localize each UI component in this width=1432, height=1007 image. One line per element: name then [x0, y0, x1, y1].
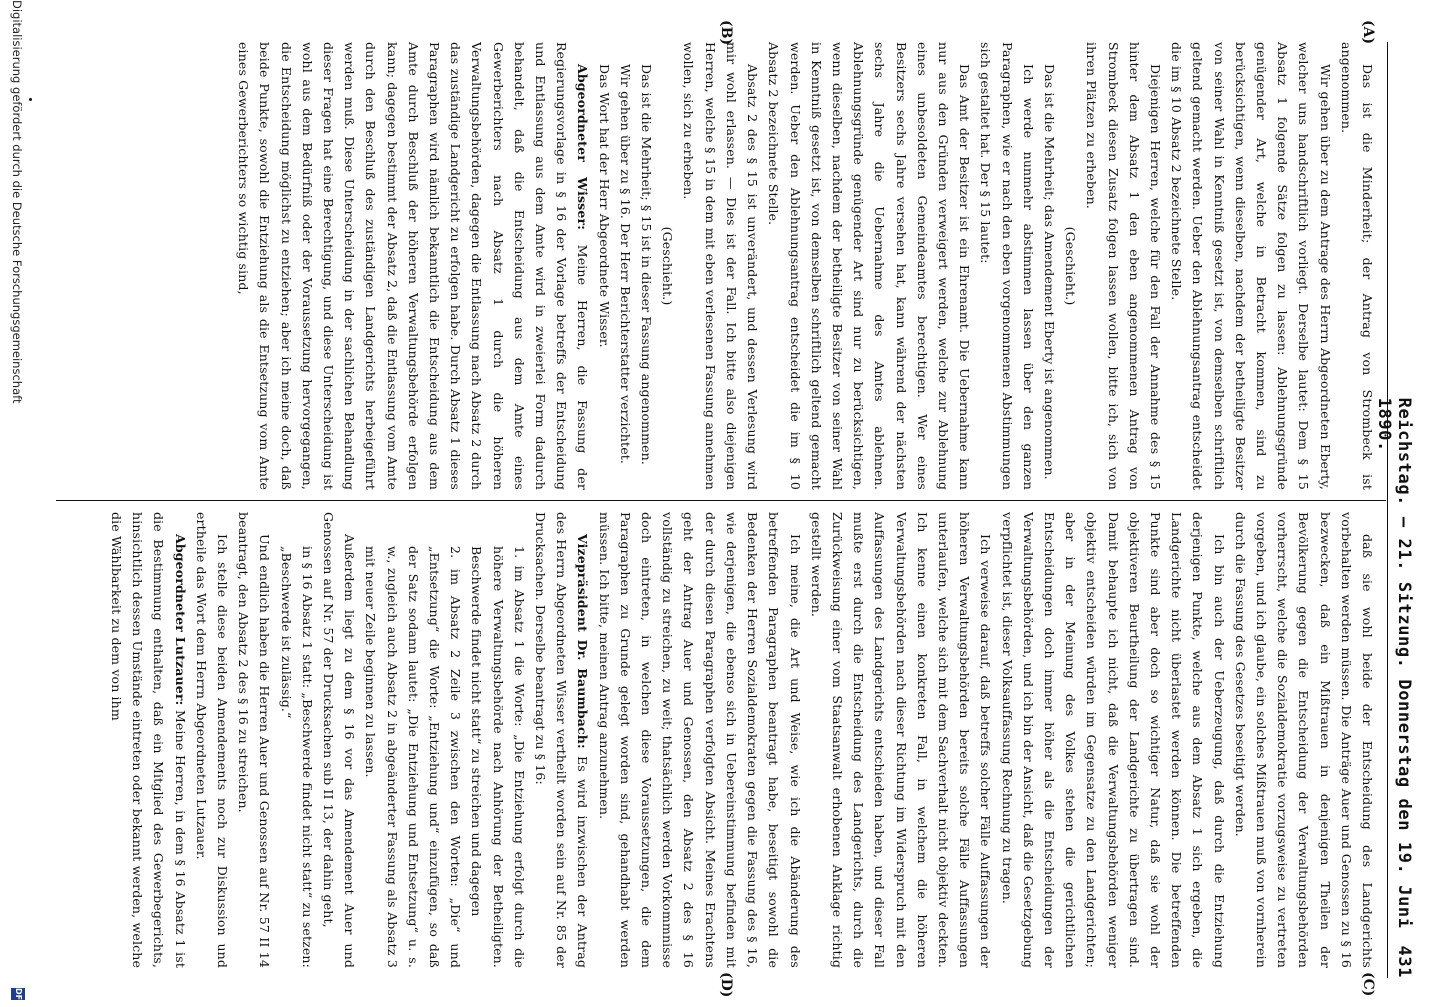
paragraph — [233, 512, 275, 968]
paragraph-text: Ich stelle diese beiden Amendements noch zur Diskussion und ertheile das Wort dem Herrn Abgeordneten Lutzauer. — [193, 512, 231, 968]
paragraph — [593, 512, 805, 968]
paragraph — [763, 42, 975, 490]
paragraph — [318, 512, 360, 968]
paragraph-text: Das ist die Minderheit; der Antrag von Strombeck ist angenommen. — [1338, 42, 1375, 490]
paragraph — [1166, 42, 1336, 490]
stage-direction — [657, 42, 678, 490]
paragraph — [636, 42, 657, 490]
paragraph-text: Und endlich haben die Herren Auer und Genossen auf Nr. 57 II 14 beantragt, den Absatz 2 des § 16 zu streichen. — [236, 512, 273, 968]
page-header — [1374, 42, 1418, 978]
paragraph — [106, 512, 191, 968]
paragraph-text: Das ist die Mehrheit; das Amendement Eberty ist angenommen. — [1041, 64, 1057, 480]
margin-marker-b: (B) — [718, 20, 734, 46]
running-title: Reichstag. — 21. Sitzung. Donnerstag den 19. Juni 1890. — [1374, 397, 1414, 929]
paragraph-text: Meine Herren, die Fassung der Regierungsvorlage in § 16 der Vorlage betreffs der Entscheidung und Entlassung aus dem Amte wird in zweierlei Form dadurch behandelt, daß die Entscheidung aus dem Amte eines Gewerberichters nach Absatz 1 durch die höheren Verwaltungsbehörden, dagegen die Entlassung nach Absatz 2 durch das zuständige Landgericht zu erfolgen habe. Durch Absatz 1 dieses Paragraphen wird nämlich bekanntlich die Entscheidung aus dem Amte durch Beschluß der höheren Verwaltungsbehörde erfolgen kann; dagegen bestimmt der Absatz 2, daß die Entlassung vom Amte durch den Beschluß des zuständigen Landgerichts herbeigeführt werden muß. Diese Unterscheidung in der sachlichen Behandlung dieser Fragen hat eine Berechtigung, und diese Unterscheidung ist wohl aus dem Bedürfniß oder der Voraussetzung hervorgegangen, die Entscheidung möglichst zu entziehen; aber ich meine doch, daß beide Punkte, sowohl die Entziehung als die Entsetzung vom Amte eines Gewerberichters so wichtig sind, — [236, 42, 591, 490]
list-item — [360, 512, 466, 968]
paragraph-text: Ich meine, die Art und Weise, wie ich die Abänderung des betreffenden Paragraphen beantragt habe, beseitigt sowohl die Bedenken der Herren Sozialdemokraten gegen die Fassung des § 16, wie derjenigen, die ebenso sich in Uebereinstimmung befinden mit der durch diesen Paragraphen verfolgten Absicht. Meines Erachtens geht der Antrag Auer und Genossen, den Absatz 2 des § 16 vollständig zu streichen, zu weit; thatsächlich werden Vorkommnisse doch eintreten, in welchen diese Voraussetzungen, die dem Paragraphen zu Grunde gelegt worden sind, gehandhabt werden müssen. Ich bitte, meinen Antrag anzunehmen. — [596, 512, 803, 968]
paragraph — [530, 512, 594, 968]
margin-marker-d: (D) — [718, 972, 734, 998]
paragraph-text: Das Amt der Besitzer ist ein Ehrenamt. Die Uebernahme kann nur aus den Gründen verweigert werden, welche zur Ablehnung eines unbesoldeten Gemeindeamtes berechtigen. Wer eines Besitzers sechs Jahre versehen hat, kann während der nächsten sechs Jahre die Uebernahme des Amtes ablehnen. Ablehnungsgründe genügender Art sind nur zu berücksichtigen, wenn dieselben, nachdem der betheiligte Besitzer von seiner Wahl in Kenntniß gesetzt ist, von demselben schriftlich geltend gemacht werden. Ueber den Ablehnungsantrag entscheidet die im § 10 Absatz 2 bezeichnete Stelle. — [766, 42, 973, 490]
paragraph-text: Diejenigen Herren, welche für den Fall der Annahme des § 15 hinter dem Absatz 1 den eben angenommenen Antrag von Strombeck diesen Zusatz folgen lassen wollen, bitte ich, sich von ihren Plätzen zu erheben. — [1084, 42, 1163, 490]
paragraph-text: (Geschieht.) — [660, 226, 676, 306]
paragraph — [1336, 42, 1378, 490]
paragraph — [233, 42, 593, 490]
speaker-name: Abgeordneter Wisser: — [575, 64, 591, 230]
paragraph-text: Ich bin auch der Ueberzeugung, daß durch die Entziehung derjenigen Punkte, welche aus dem Absatz 1 sich ergeben, die Landgerichte nicht überlastet werden können. Die betreffenden Punkte sind aber doch so wichtiger Natur, daß sie wohl der objektiveren Beurtheilung der Landgerichte zu übertragen sind. Damit behaupte ich nicht, daß die Verwaltungsbehörden weniger objektiv entscheiden würden im Gegensatze zu den Landgerichten; aber in der Meinung des Volkes stehen die gerichtlichen Entscheidungen doch immer höher als die Entscheidungen der Verwaltungsbehörden, und ich bin der Ansicht, daß die Gesetzgebung verpflichtet ist, dieser Volksauffassung Rechnung zu tragen. — [999, 512, 1227, 968]
paragraph-text: Es wird inzwischen der Antrag des Herrn Abgeordneten Wisser vertheilt worden sein auf Nr. 85 der Drucksachen. Derselbe beantragt zu § 16: — [533, 512, 591, 968]
paragraph-text: Das ist die Mehrheit; § 15 ist in dieser Fassung angenommen. — [639, 64, 655, 465]
paragraph — [593, 42, 614, 490]
speaker-name: Vizepräsident Dr. Baumbach: — [575, 534, 591, 749]
margin-marker-c: (C) — [1360, 972, 1376, 997]
text-column-right — [80, 512, 1378, 968]
funding-note: Digitalisierung gefördert durch die Deutsche Forschungsgemeinschaft — [10, 0, 24, 404]
margin-marker-a: (A) — [1360, 20, 1376, 45]
paragraph-text: daß sie wohl beide der Entscheidung des Landgerichts vorbehalten werden müssen. Die Anträge Auer und Genossen zu § 16 bezwecken, daß ein Mißtrauen in denjenigen Theilen der Bevölkerung gegen die Entscheidung der Verwaltungsbehörden vorherrscht, welche die Sozialdemokratie vorzugsweise zu vertreten vorgeben, und ich glaube, ein solches Mißtrauen muß von vornherein durch die Fassung des Gesetzes beseitigt werden. — [1232, 512, 1375, 968]
stage-direction — [1060, 42, 1081, 490]
paragraph-text: Wir gehen über zu § 16. Der Herr Berichterstatter verzichtet. — [617, 64, 633, 465]
paragraph-text: Meine Herren, in dem § 16 Absatz 1 ist die Bestimmung enthalten, daß ein Mitglied des Gewerbegerichts, hinsichtlich dessen Umstände eintreten oder bekannt werden, welche die Wählbarkeit zu dem von ihm — [109, 512, 188, 968]
dfg-logo: DFG — [11, 988, 25, 1000]
paragraph-text: Ich verweise darauf, daß betreffs solcher Fälle Auffassungen der höheren Verwaltungsbehörden bereits solche Fälle Auffassungen unterlaufen, welche sich mit dem Sachverhalt nicht objektiv deckten. Ich kenne einen konkreten Fall, in welchem die höheren Verwaltungsbehörden nach dieser Richtung im Widerspruch mit den Auffassungen des Landgerichts entschieden haben, und dieser Fall mußte erst durch die Entscheidung des Landgerichts, durch die Zurückweisung einer vom Staatsanwalt erhobenen Anklage richtig gestellt werden. — [808, 512, 994, 968]
digitization-footer — [6, 0, 28, 1007]
paragraph-text: Das Wort hat der Herr Abgeordnete Wisser. — [596, 64, 612, 348]
paragraph-text: in § 16 Absatz 1 statt: „Beschwerde findet nicht statt“ zu setzen: „Beschwerde ist zulässig.“ — [278, 546, 315, 968]
paragraph-text: Ich werde nunmehr abstimmen lassen über den ganzen Paragraphen, wie er nach den eben vorgenommenen Abstimmungen sich gestaltet hat. Der § 15 lautet: — [978, 42, 1036, 490]
paragraph-text: (Geschieht.) — [1063, 226, 1079, 306]
paragraph — [996, 512, 1229, 968]
scan-speck — [29, 98, 32, 101]
column-divider — [56, 500, 1386, 501]
paragraph — [678, 42, 763, 490]
list-item — [275, 512, 317, 968]
paragraph-text: 1. im Absatz 1 die Worte: „Die Entziehung erfolgt durch die höhere Verwaltungsbehörde nach Anhörung der Betheiligten. Beschwerde findet nicht statt“ zu streichen und dagegen — [469, 546, 527, 968]
paragraph — [615, 42, 636, 490]
paragraph-text: 2. im Absatz 2 Zeile 3 zwischen den Worten: „Die“ und „Entsetzung“ die Worte: „Entziehung und“ einzufügen, so daß der Satz sodann lautet: „Die Entziehung und Entsetzung“ u. s. w., zugleich auch Absatz 2 in abgeänderter Fassung als Absatz 3 mit neuer Zeile beginnen zu lassen. — [363, 546, 464, 968]
paragraph — [975, 42, 1039, 490]
paragraph — [1039, 42, 1060, 490]
list-item — [466, 512, 530, 968]
text-column-left — [80, 42, 1378, 490]
paragraph — [191, 512, 233, 968]
paragraph-text: Absatz 2 des § 15 ist unverändert, und dessen Verlesung wird mir wohl erlassen. — Dies ist der Fall. Ich bitte also diejenigen Herren, welche § 15 in dem mit eben verlesenen Fassung annehmen wollen, sich zu erheben. — [681, 42, 761, 490]
paragraph-text: Außerdem liegt zu dem § 16 vor das Amendement Auer und Genossen auf Nr. 57 der Drucksachen sub II 13, der dahin geht, — [321, 512, 358, 968]
paragraph — [1230, 512, 1378, 968]
paragraph — [1081, 42, 1166, 490]
speaker-name: Abgeordneter Lutzauer: — [172, 534, 188, 706]
page-number: 431 — [1394, 945, 1414, 978]
paragraph — [806, 512, 997, 968]
paragraph-text: Wir gehen über zu dem Antrage des Herrn Abgeordneten Eberty, welcher uns handschriftlich vorliegt. Derselbe lautet: Dem § 15 Absatz 1 folgende Sätze folgen zu lassen: Ablehnungsgründe genügender Art, welche in Betracht kommen, sind zu berücksichtigen, wenn dieselben, nachdem der betheiligte Besitzer von seiner Wahl in Kenntniß gesetzt ist, von demselben schriftlich geltend gemacht werden. Ueber den Ablehnungsantrag entscheidet die im § 10 Absatz 2 bezeichnete Stelle. — [1169, 42, 1333, 490]
header-rule — [1387, 42, 1388, 978]
